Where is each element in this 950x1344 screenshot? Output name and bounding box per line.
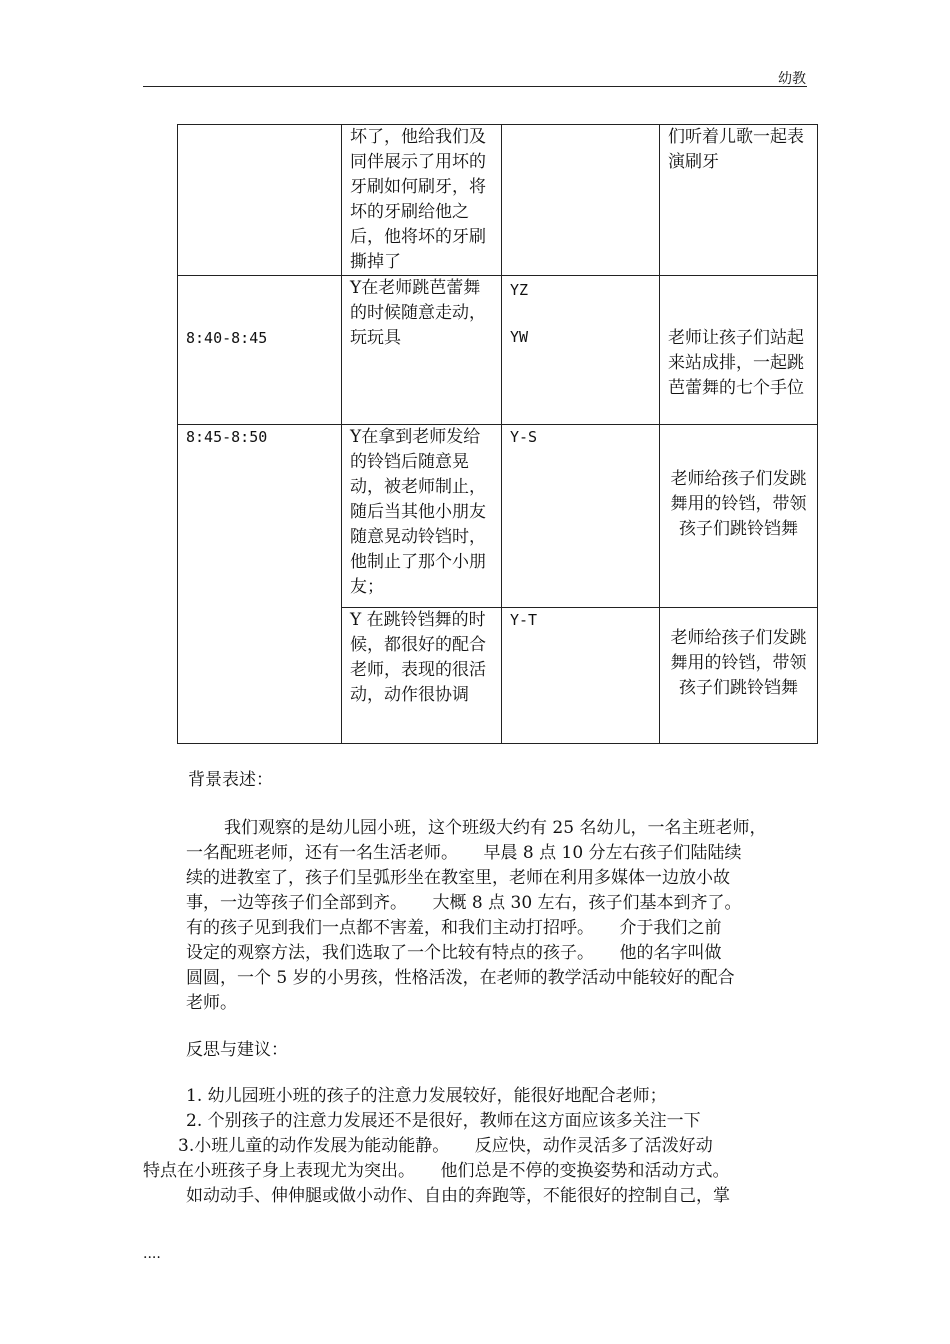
list-item: 2. 个别孩子的注意力发展还不是很好，教师在这方面应该多关注一下 (186, 1111, 701, 1131)
code-cell (502, 276, 660, 425)
table-row (178, 276, 818, 425)
background-heading: 背景表述： (188, 770, 273, 790)
child-behavior-cell: Y在老师跳芭蕾舞的时候随意走动，玩玩具 (342, 276, 502, 425)
time-cell: 8:45-8:50 (178, 425, 342, 744)
code-yz: YZ (510, 281, 529, 299)
list-item: 3.小班儿童的动作发展为能动能静。 反应快，动作灵活多了活泼好动 (178, 1136, 713, 1156)
list-item: 特点在小班孩子身上表现尤为突出。 他们总是不停的变换姿势和活动方式。 (143, 1161, 730, 1181)
list-item: 1. 幼儿园班小班的孩子的注意力发展较好，能很好地配合老师； (186, 1086, 667, 1106)
code-cell: Y-S (502, 425, 660, 608)
teacher-activity-cell: 们听着儿歌一起表演刷牙 (660, 125, 818, 276)
child-behavior-cell: 坏了，他给我们及同伴展示了用坏的牙刷如何刷牙，将坏的牙刷给他之后，他将坏的牙刷撕掉了 (342, 125, 502, 276)
table-row (178, 425, 818, 608)
footer-dots: .... (143, 1246, 161, 1262)
time-cell: 8:40-8:45 (178, 276, 342, 425)
teacher-activity-cell: 老师给孩子们发跳舞用的铃铛，带领孩子们跳铃铛舞 (660, 425, 818, 608)
reflection-heading: 反思与建议： (186, 1040, 288, 1060)
code-cell (502, 125, 660, 276)
teacher-activity-cell: 老师给孩子们发跳舞用的铃铛，带领孩子们跳铃铛舞 (660, 608, 818, 744)
table-row (178, 125, 818, 276)
header-rule (143, 86, 807, 87)
code-cell: Y-T (502, 608, 660, 744)
child-behavior-cell: Y 在跳铃铛舞的时候，都很好的配合老师，表现的很活动，动作很协调 (342, 608, 502, 744)
teacher-activity-cell: 老师让孩子们站起来站成排，一起跳芭蕾舞的七个手位 (660, 276, 818, 425)
header-title: 幼教 (778, 71, 806, 87)
time-cell (178, 125, 342, 276)
list-item: 如动动手、伸伸腿或做小动作、自由的奔跑等，不能很好的控制自己，掌 (186, 1186, 730, 1206)
code-yw: YW (510, 328, 529, 346)
child-behavior-cell: Y在拿到老师发给的铃铛后随意晃动，被老师制止，随后当其他小朋友随意晃动铃铛时，他制止了那个小朋友； (342, 425, 502, 608)
observation-table (177, 124, 818, 744)
